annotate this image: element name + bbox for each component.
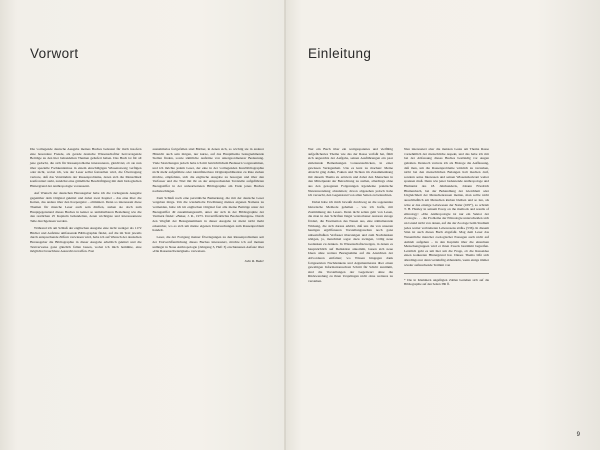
author-signature: John R. Baker: [244, 258, 264, 263]
paragraph: Auf Wunsch der deutschen Herausgeber habe ich die vorliegende Ausgabe gegenüber dem Original gekürzt und dabei zwei Kapitel – das eine über die Keiten, das andere über den Korpergeist – eliminiert. Denn so interessant diese Themen für manche Leser auch sein dürften, stehen sie doch zum Hauptgegenstand dieses Buches in keiner so unmittelbaren Beziehung wie die den restlichen 25 Kapiteln behandelten, deren wichtigste und interessanteste Teile durchgelesen werden.: [30, 191, 142, 223]
paragraph: Die vorliegende deutsche Ausgabe meines Buches bedeutet für mich insofern eine besondere Freude, als gerade deutsche Wissenschaftler hervorragende Beiträge zu den hier behandelten Themen geliefert haben. Das Buch ist für all jene gedacht, die sich für Rassenprobleme interessieren, gleichviel, ob sie nun über spezielle Fachkenntnisse in einem einschlägigen Wissenszweig verfügen oder nicht, wobei ich, wie der Leser selbst feststellen wird, die Übertragung vertrete, daß das Verständnis der Rassenprobleme, deren sich die Menschheit konfrontiert sieht, zunächst eine gründliche Beschäftigung mit dem biologischen Hintergrund der Anthropologie voraussetzt.: [30, 147, 142, 188]
paragraph: ausnahmslos fortgefallen sind Bücher, in denen sich, so wichtig sie in anderer Hinsicht auch sein mögen, nur kurze, auf das Hauptthema bezugnehmende Stellen finden, sowie sämtliche Aufsätze von untergeordneterer Bedeutung. Viele Streichungen jedoch habe ich mit beträchtlichem Bedauern vorgenommen, und ich möchte jedem Leser, der eine in der vorliegenden Kurzbibliographie nicht mehr aufgeführte oder identifizierbare Originalpublikation zu Rate ziehen möchte, empfehlen, sich die englische Ausgabe zu besorgen und über den Verfasser und die Titel mit ihr an der entsprechenden Textstelle aufgeführten Bezugsziffer in der unbearbeiteten Bibliographie am Ende jenes Buches nachzuschlagen.: [152, 147, 264, 193]
right-column-1: [308, 147, 393, 287]
paragraph: Während ich am Schluß der englischen Ausgabe eine nicht weniger als 1172 Bücher und Aufsätze umfassende Bibliographie findet, auf die im Text jeweils durch entsprechende Ziffern verwiesen wird, habe ich auf Wunsch der deutschen Herausgeber die Bibliographie in dieser Ausgabe erheblich gekürzt und die Textverweise ganz gänzlich fallen lassen, wobei ich mich bemühte, eine möglichst brauchbare Auswahl zu treffen. Fast: [30, 226, 142, 254]
right-page: [286, 0, 600, 450]
left-column-1: [30, 147, 142, 263]
footnote: * Die in Klammern ungefügten Zahlen beziehen sich auf die Bibliographie auf den Seiten 386 ff.: [404, 273, 489, 286]
left-column-2: [153, 147, 265, 263]
paragraph: Dabei habe ich mich bewußt durchweg an die sogenannte historische Methode gehalten – wie ich hoffe, mit Zustimmung des Lesers. Denn nicht selten geht von Lesen, die man in den Schriften längst verstorbener Autoren zutage fördert, die Faszination des Neuen aus, eine stimulierende Wirkung, die sich daraus erklärt, daß uns die von unseren heutigen ergriffeneren Vorstellungswelten noch ganz unbeeinflußten Verfasser übersteigen und zum Nachdenken nötigen, ja, manchmal sogar dazu zwingen, völlig neue Gedanken zu denken. In Wissenschaftszweigen, in denen es hauptsächlich auf Deduktion ankommt, lassen sich neue Ideen ohne weitere Bezugnahme auf die Ansichten der Altvorderen entfalten; wo Wissen hingegen dank fortgesetzten Nachdenkens und Argumentierens über einen gewaltigen Informationsschatz Schritt für Schritt zunimmt, sind die Vorstellungen der Gegenwart ohne die Rückwendung zu ihren Ursprüngen nicht ohne weiteres zu verstehen.: [308, 200, 393, 283]
left-page-columns: [30, 147, 264, 263]
right-column-2: [404, 147, 489, 287]
page-title-einleitung: Einleitung: [308, 46, 372, 61]
paragraph: Wer ein Buch über ein weitgespanntes und vielfältig aufgefächertes Thema wie das der Rasse verfaßt hat, fühlt sich angesichts der Aufgabe, seinen Ausführungen ein paar einleitende Bemerkungen vorauszuschicken, in einer gewissen Verlegenheit. Uns es kurz zu machen: Meine Absicht ging dahin, Fakten und Sichten im Zusammenhang mit diesem Thema zu erörtern und dabei den Menschen in den Mittelpunkt der Betrachtung zu stellen, allerdings ohne aus den gezogenen Folgerungen irgendeine praktische Nutzanwendung abzuleiten; davon abgesehen jedoch habe ich versucht, den Gegenstand von allen Seiten zu beleuchten.: [308, 147, 393, 198]
paragraph: Leser, die der Fortgang meiner Überlegungen zu den Rassenproblemen seit der Erstveröffentlichung dieses Buches interessiert, möchte ich auf meinen unlängst in Neue Anthropologie (Jahrgang 3, Heft 3) erschienenen Aufsatz über »Die Rassenschwierigkeit« verweisen.: [152, 235, 264, 254]
page-number: 9: [576, 432, 580, 438]
paragraph: Zum Schluß noch eine persönliche Bemerkung, die mir der deutsche Leser vergeben möge. Um die wiederholte Erwähnung meines eigenen Namens zu vermeiden, habe ich im englischen Original fast alle meine Beiträge unter der Bezugsziffer 49 zusammengestellt, unter der sich in der Bibliographie der Vermerk findet: »Baker, J. R., 1973. Unveröffentlichte Beobachtungen«. Durch den Wegfall der Bezugsnummern in dieser Ausgabe ist meist nicht mehr erkennbar, wo es sich um meine eigenen Untersuchungen zum Rassenproblem handelt.: [152, 195, 264, 233]
right-page-columns: [308, 147, 576, 287]
page-title-vorwort: Vorwort: [30, 46, 79, 61]
paragraph: Nun interessiert aber die meisten Leute am Thema Rasse vornehmlich der menschliche Aspekt, und das habe ich mir bei der Abfassung dieses Buches beständig vor Augen gehalten. Dennoch vertrete ich als Biologe die Auffassung, daß man, um die Rassenprobleme wirklich zu verstehen, nicht bei den menschlichen Belangen halt machen darf, sondern seine Interessen und seinen Wissenshorizont weiter spannen muß. Denn wie jener bedeutende Anthropologe und Humanist des 18. Jahrhunderts, Johann Friedrich Blumenbach, bei der Behandlung der Gleichheit oder Ungleichheit der Menschenrassen meinte, man sollte nicht ausschließlich am Menschen kleben bleiben und so tun, als wäre er das einzige Lebewesen der Natur (109*), so schrieb T. H. Huxley in seinem Essay on the methods and results of ethnology: »Die Anthropologie ist nur ein Sektor der Zoologie . . . die Probleme der Ethnologie unterscheiden sich un Grund nicht von denen, auf die der Zoologe beim Studium jedes weiter verbreiteten Lebewesens stößt« (536). In diesem Sinn ist auch dieses Buch abgefaßt. Mag dem Leser das Wesentliche mancher zoologischer Passagen auch nicht auf Anhieb aufgehen – in den Kapiteln über die einzelnen Menschengruppen wird er ihren Zweck bestimmt begreifen. Letztlich geht es um hier um die Frage, ob die Rasseidee einen konkreten Hintergrund hat. Dieses Thema läßt sich allerdings nur dann vernünftig abhandeln, wenn einige immer wieder auftauchende Termini von: [404, 147, 489, 267]
left-page: [0, 0, 286, 450]
